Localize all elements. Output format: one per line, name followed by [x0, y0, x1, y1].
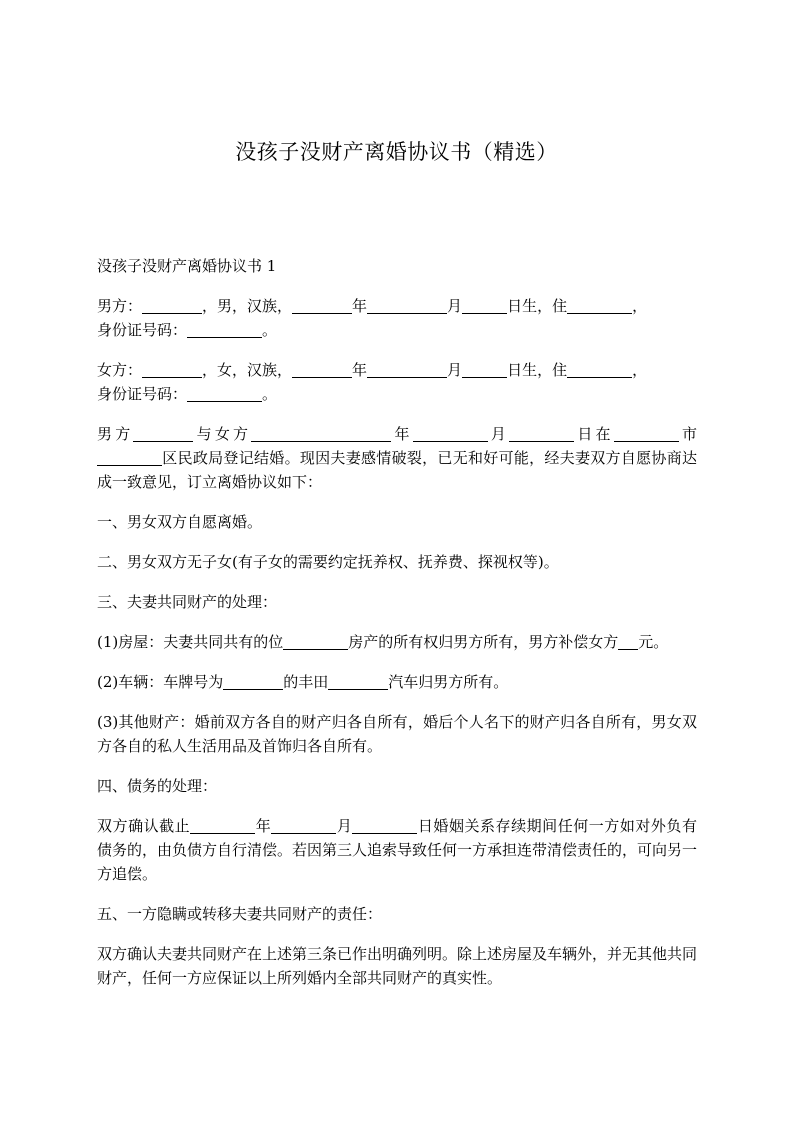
male-label: 男方： — [97, 297, 143, 315]
male-birth-year-blank[interactable] — [292, 296, 352, 314]
vehicle-text-2: 的丰田 — [283, 673, 329, 691]
car-model-blank[interactable] — [328, 672, 388, 690]
female-birth-month-blank[interactable] — [367, 360, 447, 378]
clause-4-heading: 四、债务的处理： — [97, 777, 218, 795]
male-id-label: 身份证号码： — [97, 321, 188, 339]
house-text-1: (1)房屋：夫妻共同共有的位 — [97, 633, 284, 651]
marriage-female-name-blank[interactable] — [251, 424, 391, 442]
marriage-text-1: 男方 — [97, 425, 134, 443]
debt-text-3: 月 — [336, 817, 353, 835]
house-location-blank[interactable] — [283, 632, 348, 650]
marriage-month-blank[interactable] — [509, 424, 574, 442]
debt-text-4: 日婚姻关系存续期间任何一方如对外负有债务的，由负债方自行清偿。若因第三人追索导致任何一方承担连带清偿责任的，可向另一方追偿。 — [97, 817, 698, 883]
female-birth-year-blank[interactable] — [292, 360, 352, 378]
vehicle-paragraph — [97, 670, 697, 694]
vehicle-text-3: 汽车归男方所有。 — [388, 673, 509, 691]
clause-5-heading: 五、一方隐瞒或转移夫妻共同财产的责任： — [97, 905, 383, 923]
male-residence-blank[interactable] — [567, 296, 632, 314]
marriage-text-7: 区民政局登记结婚。现因夫妻感情破裂，已无和好可能，经夫妻双方自愿协商达成一致意见，订立离婚协议如下： — [97, 449, 697, 491]
debt-text-2: 年 — [255, 817, 272, 835]
clause-3-heading: 三、夫妻共同财产的处理： — [97, 593, 278, 611]
document-title: 没孩子没财产离婚协议书（精选） — [235, 140, 558, 164]
marriage-text-6: 市 — [678, 425, 697, 443]
marriage-text-2: 与女方 — [193, 425, 252, 443]
male-month-label: 月 — [447, 297, 463, 315]
male-party-paragraph — [97, 294, 697, 342]
debt-month-blank[interactable] — [271, 816, 336, 834]
marriage-city-blank[interactable] — [614, 424, 679, 442]
female-day-residence-label: 日生，住 — [507, 361, 568, 379]
section-heading: 没孩子没财产离婚协议书 1 — [97, 257, 277, 275]
male-gender-ethnicity: ，男，汉族， — [202, 297, 293, 315]
female-year-label: 年 — [352, 361, 368, 379]
house-text-2: 房产的所有权归男方所有，男方补偿女方 — [348, 633, 619, 651]
male-id-blank[interactable] — [187, 320, 262, 338]
marriage-text-5: 日在 — [574, 425, 614, 443]
male-period: 。 — [262, 321, 278, 339]
female-label: 女方： — [97, 361, 143, 379]
male-birth-day-blank[interactable] — [462, 296, 507, 314]
marriage-registration-paragraph — [97, 422, 697, 494]
female-comma: ， — [632, 361, 648, 379]
vehicle-text-1: (2)车辆：车牌号为 — [97, 673, 224, 691]
female-residence-blank[interactable] — [567, 360, 632, 378]
closing-paragraph: 双方确认夫妻共同财产在上述第三条已作出明确列明。除上述房屋及车辆外，并无其他共同财产，任何一方应保证以上所列婚内全部共同财产的真实性。 — [97, 945, 698, 987]
marriage-male-name-blank[interactable] — [133, 424, 193, 442]
female-id-blank[interactable] — [187, 384, 262, 402]
marriage-district-blank[interactable] — [97, 448, 162, 466]
marriage-text-3: 年 — [391, 425, 413, 443]
male-year-label: 年 — [352, 297, 368, 315]
male-day-residence-label: 日生，住 — [507, 297, 568, 315]
debt-day-blank[interactable] — [352, 816, 417, 834]
female-month-label: 月 — [447, 361, 463, 379]
female-gender-ethnicity: ，女，汉族， — [202, 361, 293, 379]
clause-1: 一、男女双方自愿离婚。 — [97, 513, 263, 531]
debt-year-blank[interactable] — [190, 816, 255, 834]
other-property-paragraph: (3)其他财产：婚前双方各自的财产归各自所有，婚后个人名下的财产归各自所有，男女双方各自的私人生活用品及首饰归各自所有。 — [97, 713, 697, 755]
female-period: 。 — [262, 385, 278, 403]
marriage-text-4: 月 — [487, 425, 510, 443]
male-comma: ， — [632, 297, 648, 315]
clause-2: 二、男女双方无子女(有子女的需要约定抚养权、抚养费、探视权等)。 — [97, 553, 559, 571]
debt-text-1: 双方确认截止 — [97, 817, 191, 835]
debt-paragraph — [97, 814, 697, 886]
document-body — [97, 254, 697, 1006]
female-party-paragraph — [97, 358, 697, 406]
house-paragraph — [97, 630, 697, 654]
house-text-3: 元。 — [638, 633, 669, 651]
male-name-blank[interactable] — [142, 296, 202, 314]
female-birth-day-blank[interactable] — [462, 360, 507, 378]
female-id-label: 身份证号码： — [97, 385, 188, 403]
house-compensation-blank[interactable] — [618, 632, 638, 650]
female-name-blank[interactable] — [142, 360, 202, 378]
male-birth-month-blank[interactable] — [367, 296, 447, 314]
marriage-year-blank[interactable] — [413, 424, 488, 442]
plate-number-blank[interactable] — [223, 672, 283, 690]
